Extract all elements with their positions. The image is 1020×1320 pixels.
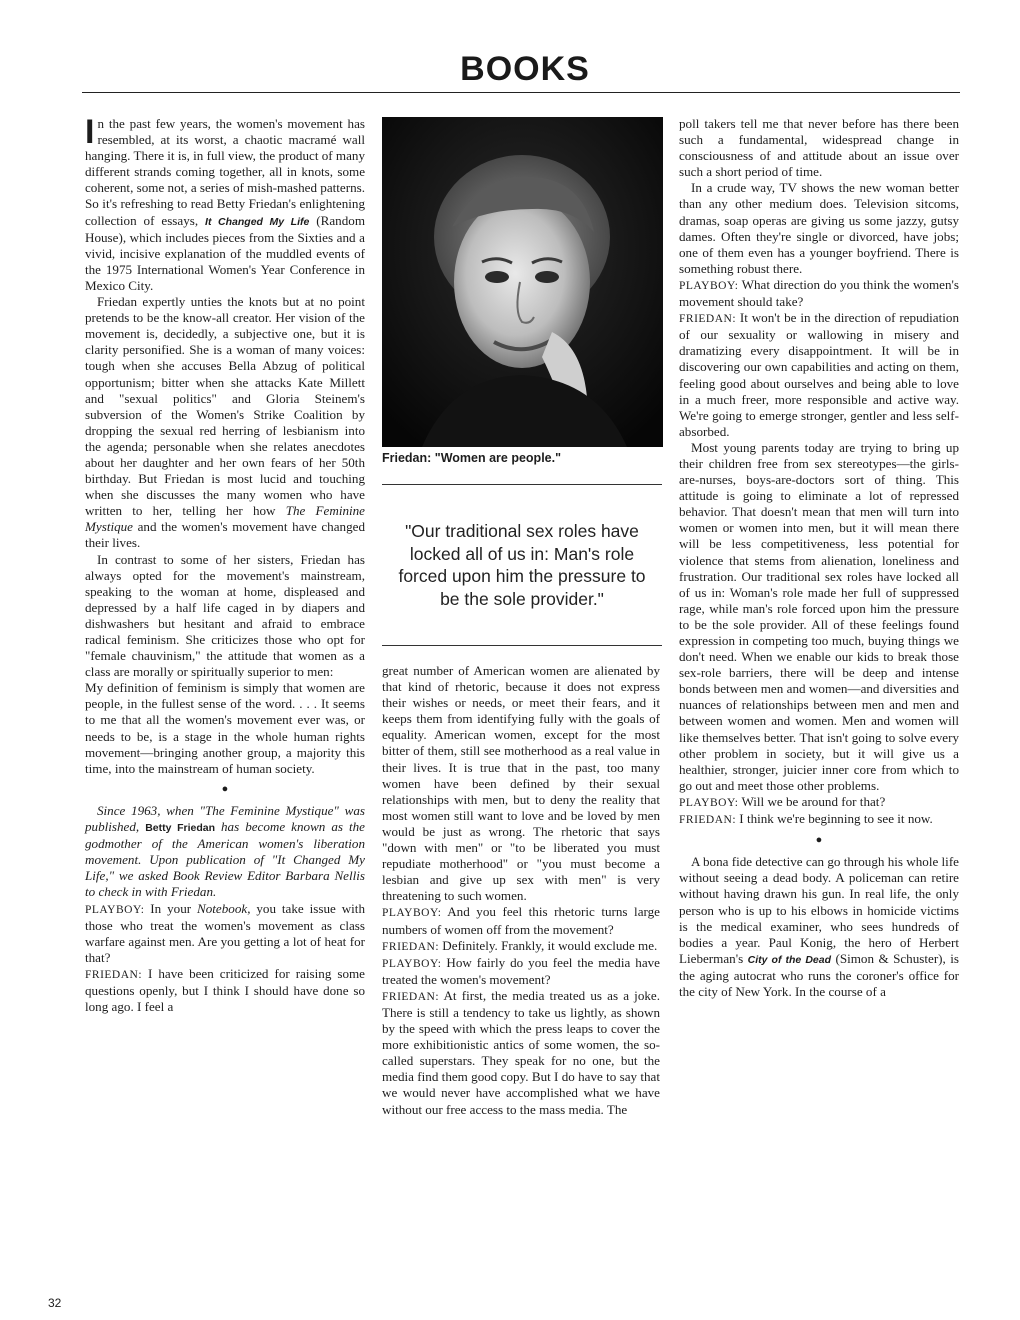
paragraph: Friedan expertly unties the knots but at no point pretends to be the know-all creator. Her vision of the movement is, decidedly, a subjective one, but it is clarity personified. She is a woman of many voices: tough when she accuses Bella Abzug of political opportunism; bitter when she attacks Kate Millett and "sexual politics" and Gloria Steinem's subversion of the Women's Strike Coalition by dropping the sexual red herring of lesbianism into the agenda; personable when she relates anecdotes about her daughter and her own fears of her 50th birthday. But Friedan is most lucid and touching when she discusses the many women who have written to her, telling her how The Feminine Mystique and the women's movement have changed their lives.	[85, 294, 365, 551]
paragraph: poll takers tell me that never before has there been such a fundamental, widespread change in consciousness of and attitude about an issue over such a short period of time.	[679, 116, 959, 180]
interview-question: PLAYBOY: What direction do you think the women's movement should take?	[679, 276, 959, 310]
interview-answer: FRIEDAN: At first, the media treated us as a joke. There is still a tendency to take us lightly, as shown by the speed with which the press leaps to cover the more exhibitionistic antics of some women, the so-called superstars. They speak for no one, but the media find them good copy. But I do have to say that we would never have accomplished what we have without our free access to the mass media. The	[382, 987, 660, 1117]
author-photo	[382, 117, 663, 447]
interview-intro: Since 1963, when "The Feminine Mystique" was published, Betty Friedan has become known as the godmother of the American women's liberation movement. Upon publication of "It Changed My Life," we asked Book Review Editor Barbara Nellis to check in with Friedan.	[85, 802, 365, 900]
pull-quote-top-rule	[382, 484, 662, 485]
interview-question: PLAYBOY: In your Notebook, you take issue with those who treat the women's movement as class warfare against men. Are you getting a lot of heat for that?	[85, 900, 365, 965]
paragraph: Most young parents today are trying to bring up their children free from sex stereotypes—the girls-are-nurses, boys-are-doctors sort of thing. This attitude is going to eliminate a lot of repressed behavior. That doesn't mean that men will turn into women or women into men, but it will mean there will be less competitiveness, less potential for violence that stems from alienation, loneliness and frustration. Our traditional sex roles have locked all of us in: Woman's role made her full of suppressed rage, while man's role forced upon him the pressure to be the sole provider. All of these feelings found expression in competing too much, buying things we don't need. When we enable our kids to break those sex-role barriers, there will be deep and intense bonds between men and women—and diversities and nuances of relationships between men and men and between women and women. Men and women will like themselves better. That isn't going to solve every other problem in society, but it will give us a healthier, stronger, juicier inner core from which to go out and meet those other problems.	[679, 439, 959, 793]
interview-answer: FRIEDAN: It won't be in the direction of repudiation of our sexuality or wallowing in misery and dramatizing every disappointment. It will be in discovering our own capabilities and acting on them, feeling good about ourselves and being able to love in a much freer, more responsible and active way. We're going to emerge stronger, gentler and less self-absorbed.	[679, 310, 959, 439]
paragraph: great number of American women are alienated by that kind of rhetoric, because it does not express their wishes or needs, or meet their fears, and it keeps them from identifying fully with the goals of equality. American women, except for the most bitter of them, still see motherhood as a real value in their lives. It is true that in the past, too many women have been defined by their sexual relationships with men, but to deny the reality that most women still want to love and be loved by men would be just as wrong. The rhetoric that says "down with men" or "to be liberated you must repudiate motherhood" or "you must become a lesbian and give up sex with men" is very threatening to such women.	[382, 663, 660, 904]
block-quote: My definition of feminism is simply that women are people, in the fullest sense of the word. . . . It seems to me that all the women's movement ever was, or needs to be, is a stage in the whole human rights movement—bringing another group, a majority this time, into the mainstream of human society.	[85, 680, 365, 776]
paragraph: A bona fide detective can go through his whole life without seeing a dead body. A policeman can retire without having drawn his gun. In real life, the only person who is up to his elbows in homicide victims is the medical examiner, who sees hundreds of bodies a year. Paul Konig, the hero of Herbert Lieberman's City of the Dead (Simon & Schuster), is the aging autocrat who runs the coroner's office for the city of New York. In the course of a	[679, 854, 959, 999]
column-2	[382, 663, 660, 1118]
book-title: It Changed My Life	[205, 215, 310, 228]
pull-quote: "Our traditional sex roles have locked all of us in: Man's role forced upon him the pressure to be the sole provider."	[398, 521, 646, 609]
drop-cap: I	[85, 113, 95, 151]
interview-question: PLAYBOY: Will we be around for that?	[679, 793, 886, 809]
book-title: City of the Dead	[747, 953, 832, 966]
section-bullet: ●	[221, 782, 229, 795]
section-title: BOOKS	[460, 50, 590, 88]
interview-question: PLAYBOY: How fairly do you feel the media have treated the women's movement?	[382, 954, 660, 987]
header-rule	[82, 92, 960, 93]
interview-answer: FRIEDAN: I have been criticized for raising some questions openly, but I think I should have done so long ago. I feel a	[85, 965, 365, 1015]
pull-quote-bottom-rule	[382, 645, 662, 646]
paragraph: In contrast to some of her sisters, Friedan has always opted for the movement's mainstream, speaking to the woman at home, displeased and depressed by a half life caged in by diapers and dishwashers but hesitant and afraid to embrace radical feminism. She criticizes those who opt for "female chauvinism," the attitude that women as a class are morally or spiritually superior to men:	[85, 551, 365, 680]
page-number: 32	[48, 1296, 62, 1310]
interview-answer: FRIEDAN: Definitely. Frankly, it would exclude me.	[382, 937, 658, 953]
column-3	[679, 116, 959, 1000]
column-1	[85, 113, 365, 1015]
lead-paragraph: In the past few years, the women's movement has resembled, at its worst, a chaotic macramé wall hanging. There it is, in full view, the product of many different strands coming together, all in knots, some coherent, some not, a series of mish-mashed patterns. So it's refreshing to read Betty Friedan's enlightening collection of essays, It Changed My Life (Random House), which includes pieces from the Sixties and a vivid, incisive explanation of the muddled events of the 1975 International Women's Year Conference in Mexico City.	[85, 113, 365, 293]
interview-answer: FRIEDAN: I think we're beginning to see it now.	[679, 811, 933, 827]
section-bullet: ●	[815, 834, 823, 847]
paragraph: In a crude way, TV shows the new woman better than any other medium does. Television sitcoms, dramas, soap operas are giving us some jazzy, gutsy dames. Often they're single or divorced, have jobs; one of them even has a younger boyfriend. There is something robust there.	[679, 180, 959, 276]
photo-caption: Friedan: "Women are people."	[382, 451, 562, 465]
interview-question: PLAYBOY: And you feel this rhetoric turns large numbers of women off from the movement?	[382, 904, 660, 937]
portrait-image	[382, 117, 663, 447]
